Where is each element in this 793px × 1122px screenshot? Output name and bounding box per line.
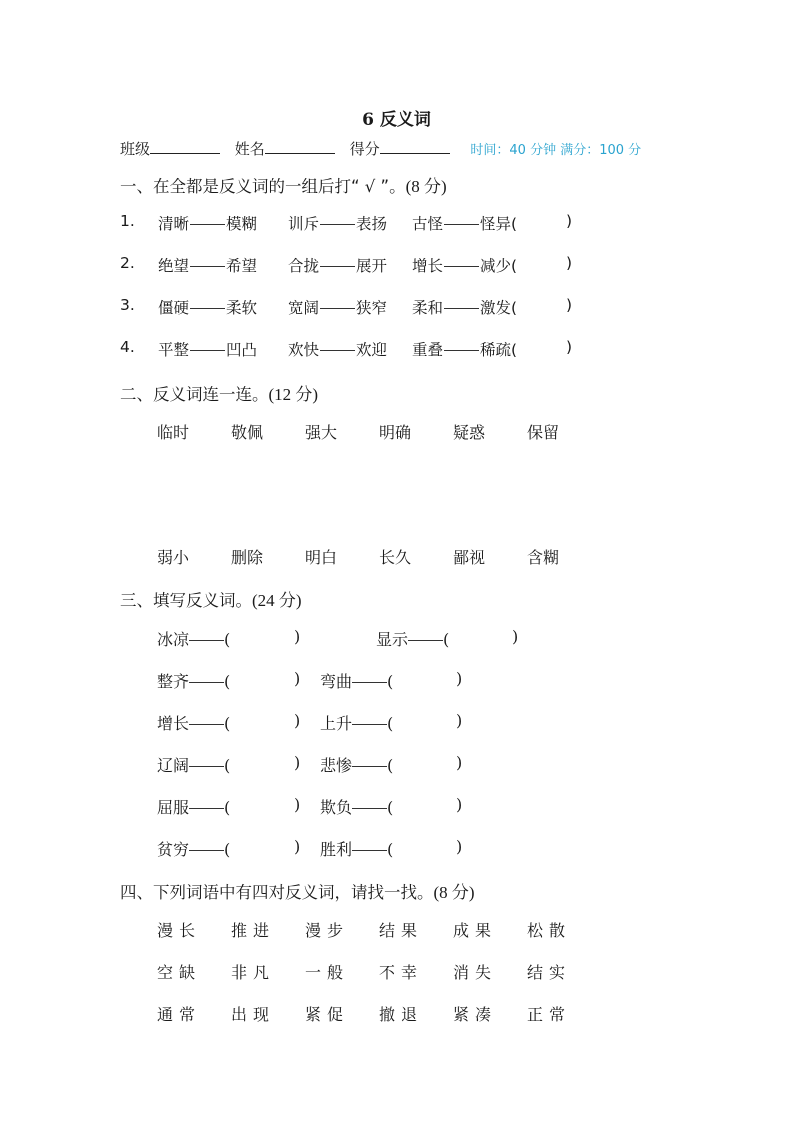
word: 欢迎 xyxy=(356,341,388,359)
answer-paren-open: ( xyxy=(511,215,518,233)
dash-line xyxy=(352,766,387,767)
word: 显示 xyxy=(376,630,409,649)
word: 凹凸 xyxy=(226,341,258,359)
score-blank[interactable] xyxy=(380,139,450,154)
word[interactable]: 撤退 xyxy=(379,1005,424,1024)
answer-blank[interactable]: ) xyxy=(294,669,301,688)
section-1-heading xyxy=(120,172,447,197)
word[interactable]: 漫步 xyxy=(305,921,350,940)
word-row xyxy=(157,1002,601,1025)
word: 胜利 xyxy=(320,840,353,859)
choice-row xyxy=(120,296,580,317)
match-word[interactable]: 强大 xyxy=(305,423,338,442)
dash-line xyxy=(352,850,387,851)
dash-line xyxy=(320,266,355,267)
dash-line xyxy=(189,682,224,683)
antonym-pair xyxy=(412,296,517,318)
answer-blank[interactable]: ) xyxy=(294,627,301,646)
section-1-title: 一、在全都是反义词的一组后打“ √ ”。 xyxy=(120,177,406,196)
row-number: 1. xyxy=(120,212,135,230)
word[interactable]: 出现 xyxy=(231,1005,276,1024)
section-3-heading xyxy=(120,586,302,611)
score-label: 得分 xyxy=(349,140,380,158)
choice-row xyxy=(120,338,580,359)
section-2-heading xyxy=(120,380,318,405)
word: 平整 xyxy=(158,341,190,359)
dash-line xyxy=(352,682,387,683)
fill-item xyxy=(157,753,230,776)
word: 模糊 xyxy=(226,215,258,233)
answer-paren-open: ( xyxy=(224,798,231,817)
fill-item xyxy=(376,627,449,650)
word: 弯曲 xyxy=(320,672,353,691)
antonym-pair xyxy=(412,338,517,360)
word: 合拢 xyxy=(288,257,320,275)
word: 柔和 xyxy=(412,299,444,317)
section-3-points: (24 分) xyxy=(252,591,302,610)
answer-blank[interactable]: ) xyxy=(294,711,301,730)
word: 整齐 xyxy=(157,672,190,691)
row-number: 4. xyxy=(120,338,135,356)
word: 激发 xyxy=(480,299,512,317)
antonym-pair xyxy=(288,338,387,360)
section-3-title: 三、填写反义词。 xyxy=(120,591,252,610)
answer-blank[interactable]: ) xyxy=(456,711,463,730)
dash-line xyxy=(189,850,224,851)
answer-paren-open: ( xyxy=(511,299,518,317)
word: 欢快 xyxy=(288,341,320,359)
match-top-row xyxy=(157,420,601,443)
dash-line xyxy=(444,266,479,267)
word[interactable]: 成果 xyxy=(453,921,498,940)
fill-item xyxy=(320,753,393,776)
match-bottom-row xyxy=(157,545,601,568)
word[interactable]: 不幸 xyxy=(379,963,424,982)
dash-line xyxy=(190,266,225,267)
word: 悲惨 xyxy=(320,756,353,775)
antonym-pair xyxy=(412,254,517,276)
word: 增长 xyxy=(412,257,444,275)
answer-blank[interactable]: ) xyxy=(294,795,301,814)
dash-line xyxy=(444,224,479,225)
fill-item xyxy=(157,795,230,818)
class-blank[interactable] xyxy=(150,139,220,154)
student-info-line xyxy=(120,138,641,159)
antonym-pair xyxy=(288,296,387,318)
word: 上升 xyxy=(320,714,353,733)
antonym-pair xyxy=(158,296,257,318)
word[interactable]: 非凡 xyxy=(231,963,276,982)
section-4-heading xyxy=(120,878,475,903)
fill-item xyxy=(320,795,393,818)
word-row xyxy=(157,960,601,983)
answer-paren-open: ( xyxy=(224,714,231,733)
match-word[interactable]: 长久 xyxy=(379,548,412,567)
antonym-pair xyxy=(288,254,387,276)
word: 僵硬 xyxy=(158,299,190,317)
match-word[interactable]: 疑惑 xyxy=(453,423,486,442)
answer-paren-close[interactable]: ) xyxy=(566,296,573,314)
name-blank[interactable] xyxy=(265,139,335,154)
match-word[interactable]: 敬佩 xyxy=(231,423,264,442)
antonym-pair xyxy=(288,212,387,234)
word: 贫穷 xyxy=(157,840,190,859)
answer-blank[interactable]: ) xyxy=(512,627,519,646)
dash-line xyxy=(320,224,355,225)
word[interactable]: 推进 xyxy=(231,921,276,940)
fill-item xyxy=(157,837,230,860)
answer-paren-open: ( xyxy=(511,341,518,359)
dash-line xyxy=(189,724,224,725)
word: 宽阔 xyxy=(288,299,320,317)
answer-paren-open: ( xyxy=(387,840,394,859)
word: 展开 xyxy=(356,257,388,275)
dash-line xyxy=(190,350,225,351)
word: 增长 xyxy=(157,714,190,733)
name-label: 姓名 xyxy=(234,140,265,158)
word-row xyxy=(157,918,601,941)
answer-blank[interactable]: ) xyxy=(456,753,463,772)
fill-item xyxy=(157,711,230,734)
choice-row xyxy=(120,254,580,275)
word[interactable]: 漫长 xyxy=(157,921,202,940)
dash-line xyxy=(190,224,225,225)
match-word[interactable]: 鄙视 xyxy=(453,548,486,567)
word: 狭窄 xyxy=(356,299,388,317)
dash-line xyxy=(352,724,387,725)
dash-line xyxy=(408,640,443,641)
word[interactable]: 一般 xyxy=(305,963,350,982)
word[interactable]: 空缺 xyxy=(157,963,202,982)
word[interactable]: 通常 xyxy=(157,1005,202,1024)
match-word[interactable]: 保留 xyxy=(527,423,560,442)
word[interactable]: 结果 xyxy=(379,921,424,940)
match-word[interactable]: 明确 xyxy=(379,423,412,442)
class-label: 班级 xyxy=(120,140,151,158)
word: 希望 xyxy=(226,257,258,275)
answer-paren-open: ( xyxy=(224,756,231,775)
answer-paren-close[interactable]: ) xyxy=(566,254,573,272)
word: 古怪 xyxy=(412,215,444,233)
choice-row xyxy=(120,212,580,233)
section-4-title: 四、下列词语中有四对反义词，请找一找。 xyxy=(120,883,434,902)
word: 怪异 xyxy=(480,215,512,233)
answer-blank[interactable]: ) xyxy=(456,669,463,688)
word: 减少 xyxy=(480,257,512,275)
page-title: 6 反义词 xyxy=(362,110,431,130)
dash-line xyxy=(352,808,387,809)
answer-blank[interactable]: ) xyxy=(456,837,463,856)
word: 辽阔 xyxy=(157,756,190,775)
answer-paren-open: ( xyxy=(387,756,394,775)
answer-paren-open: ( xyxy=(387,672,394,691)
dash-line xyxy=(444,350,479,351)
word: 冰凉 xyxy=(157,630,190,649)
row-number: 2. xyxy=(120,254,135,272)
dash-line xyxy=(320,308,355,309)
answer-paren-open: ( xyxy=(224,672,231,691)
answer-paren-open: ( xyxy=(224,630,231,649)
word: 绝望 xyxy=(158,257,190,275)
dash-line xyxy=(320,350,355,351)
answer-paren-close[interactable]: ) xyxy=(566,338,573,356)
word[interactable]: 紧促 xyxy=(305,1005,350,1024)
dash-line xyxy=(189,766,224,767)
word[interactable]: 消失 xyxy=(453,963,498,982)
answer-blank[interactable]: ) xyxy=(294,753,301,772)
word: 屈服 xyxy=(157,798,190,817)
word: 稀疏 xyxy=(480,341,512,359)
fill-item xyxy=(320,669,393,692)
fill-item xyxy=(157,627,230,650)
answer-blank[interactable]: ) xyxy=(456,795,463,814)
antonym-pair xyxy=(158,254,257,276)
match-word[interactable]: 含糊 xyxy=(527,548,560,567)
antonym-pair xyxy=(158,338,257,360)
section-1-points: (8 分) xyxy=(405,177,447,196)
word[interactable]: 正常 xyxy=(527,1005,572,1024)
match-word[interactable]: 删除 xyxy=(231,548,264,567)
section-4-points: (8 分) xyxy=(433,883,475,902)
dash-line xyxy=(189,640,224,641)
match-word[interactable]: 弱小 xyxy=(157,548,190,567)
answer-blank[interactable]: ) xyxy=(294,837,301,856)
section-2-title: 二、反义词连一连。 xyxy=(120,385,269,404)
row-number: 3. xyxy=(120,296,135,314)
fill-item xyxy=(157,669,230,692)
match-word[interactable]: 明白 xyxy=(305,548,338,567)
antonym-pair xyxy=(158,212,257,234)
word: 训斥 xyxy=(288,215,320,233)
answer-paren-open: ( xyxy=(387,798,394,817)
dash-line xyxy=(444,308,479,309)
word: 清晰 xyxy=(158,215,190,233)
answer-paren-open: ( xyxy=(387,714,394,733)
word: 欺负 xyxy=(320,798,353,817)
fill-item xyxy=(320,711,393,734)
answer-paren-open: ( xyxy=(443,630,450,649)
word[interactable]: 松散 xyxy=(527,921,572,940)
match-word[interactable]: 临时 xyxy=(157,423,190,442)
fill-item xyxy=(320,837,393,860)
word[interactable]: 结实 xyxy=(527,963,572,982)
answer-paren-close[interactable]: ) xyxy=(566,212,573,230)
word: 重叠 xyxy=(412,341,444,359)
answer-paren-open: ( xyxy=(224,840,231,859)
dash-line xyxy=(189,808,224,809)
word: 柔软 xyxy=(226,299,258,317)
word: 表扬 xyxy=(356,215,388,233)
answer-paren-open: ( xyxy=(511,257,518,275)
antonym-pair xyxy=(412,212,517,234)
word[interactable]: 紧凑 xyxy=(453,1005,498,1024)
dash-line xyxy=(190,308,225,309)
section-2-points: (12 分) xyxy=(268,385,319,404)
time-score-meta: 时间：40 分钟 满分：100 分 xyxy=(470,143,642,158)
